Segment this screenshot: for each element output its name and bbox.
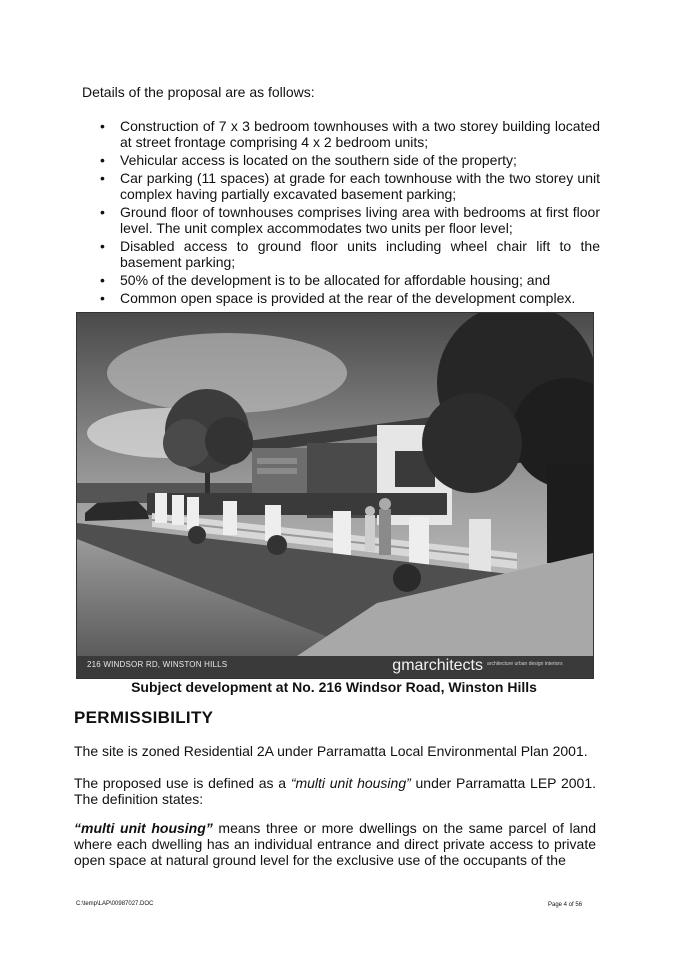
architect-logo: gmarchitects [392, 657, 483, 674]
section-heading: PERMISSIBILITY [74, 708, 214, 727]
render-illustration [77, 313, 593, 656]
list-item: • Disabled access to ground floor units including wheel chair lift to the basement parking; [90, 238, 600, 270]
definition-paragraph [74, 820, 596, 868]
list-item: • Common open space is provided at the rear of the development complex. [90, 290, 600, 306]
para-text: means three or more dwellings on the same parcel of land where each dwelling has an individual entrance and direct private access to private open space at natural ground level for the exclusive use of the occupants of the [74, 820, 596, 868]
architect-tagline: architecture urban design interiors [487, 661, 563, 667]
list-item: • 50% of the development is to be allocated for affordable housing; and [90, 272, 600, 288]
definition-intro-paragraph [74, 775, 596, 807]
photo-caption: Subject development at No. 216 Windsor Road, Winston Hills [131, 679, 537, 695]
photo-address-label: 216 WINDSOR RD, WINSTON HILLS [87, 660, 228, 669]
photo-caption-strip [77, 656, 593, 678]
list-item: • Car parking (11 spaces) at grade for each townhouse with the two storey unit complex having partially excavated basement parking; [90, 170, 600, 202]
proposal-list [90, 118, 600, 308]
list-item: • Construction of 7 x 3 bedroom townhouses with a two storey building located at street frontage comprising 4 x 2 bedroom units; [90, 118, 600, 150]
list-item: • Ground floor of townhouses comprises living area with bedrooms at first floor level. The unit complex accommodates two units per floor level; [90, 204, 600, 236]
intro-text: Details of the proposal are as follows: [82, 84, 315, 100]
defined-term: “multi unit housing” [74, 820, 213, 836]
footer-page-number: Page 4 of 56 [548, 902, 583, 908]
para-text: under Parramatta LEP 2001. The definition states: [74, 775, 597, 807]
para-text: The proposed use is defined as a [74, 775, 291, 791]
development-render-image [76, 312, 594, 679]
list-item: • Vehicular access is located on the southern side of the property; [90, 152, 600, 168]
defined-term: “multi unit housing” [290, 775, 411, 791]
zoning-paragraph: The site is zoned Residential 2A under Parramatta Local Environmental Plan 2001. [74, 743, 588, 759]
footer-file-path: C:\temp\LAP\00987027.DOC [76, 901, 154, 907]
